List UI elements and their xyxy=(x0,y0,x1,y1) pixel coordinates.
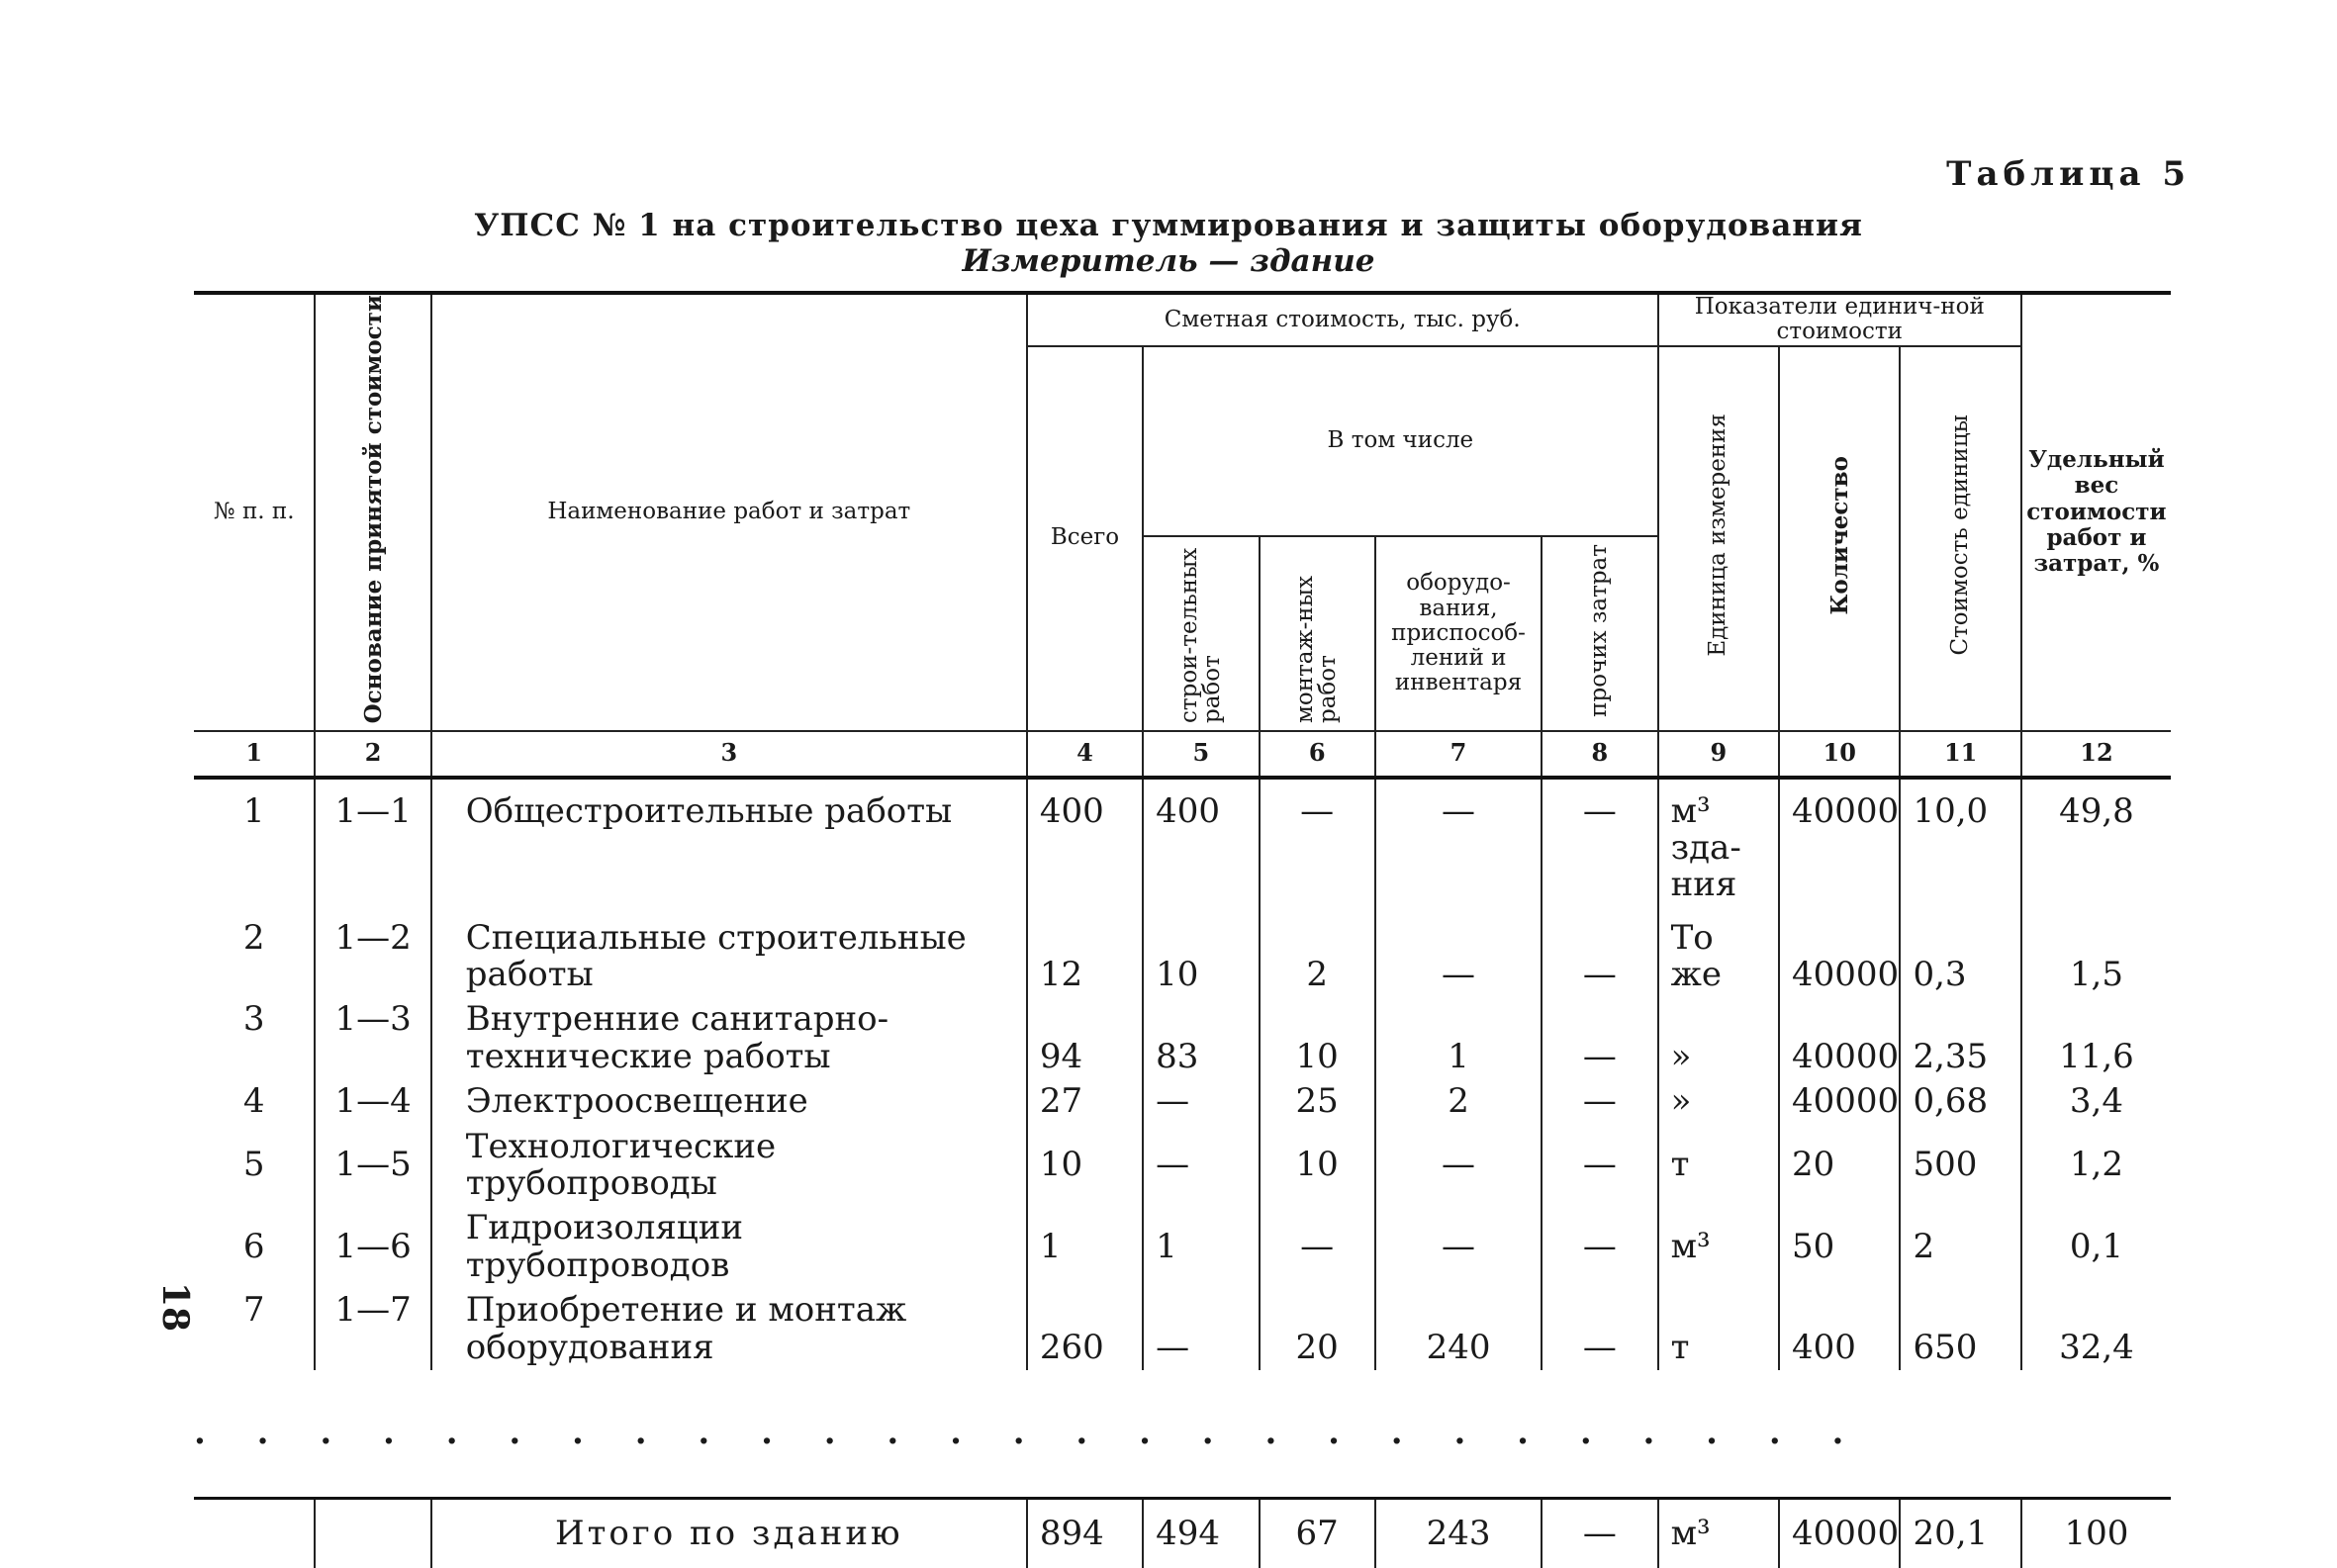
document-title: УПСС № 1 на строительство цеха гуммирования и защиты оборудования xyxy=(474,208,1863,243)
row-share: 32,4 xyxy=(2021,1288,2171,1370)
row-basis: 1—5 xyxy=(315,1125,430,1207)
ellipsis-row xyxy=(194,1370,2171,1499)
row-num: 6 xyxy=(242,1227,265,1267)
header-installation: монтаж-ных работ xyxy=(1260,536,1375,730)
row-other: — xyxy=(1542,778,1657,916)
header-other: прочих затрат xyxy=(1542,536,1657,730)
row-equipment: — xyxy=(1375,916,1542,998)
row-construction: 83 xyxy=(1143,997,1259,1079)
row-installation: 10 xyxy=(1260,997,1375,1079)
total-label: Итого по зданию xyxy=(431,1498,1027,1568)
header-basis: Основание принятой стоимости xyxy=(315,293,430,731)
row-share: 11,6 xyxy=(2021,997,2171,1079)
row-other: — xyxy=(1542,1288,1657,1370)
row-num: 4 xyxy=(242,1081,265,1122)
row-equipment: — xyxy=(1375,778,1542,916)
row-total: 400 xyxy=(1027,778,1143,916)
row-basis: 1—2 xyxy=(315,916,430,998)
total-equipment: 243 xyxy=(1375,1498,1542,1568)
row-basis: 1—7 xyxy=(315,1288,430,1370)
row-construction: 1 xyxy=(1143,1206,1259,1288)
header-unit-cost: Стоимость единицы xyxy=(1900,346,2020,731)
row-unit-cost: 0,68 xyxy=(1900,1079,2020,1124)
row-installation: — xyxy=(1260,778,1375,916)
header-incl-group: В том числе xyxy=(1143,346,1657,537)
header-share: Удельный вес стоимости работ и затрат, % xyxy=(2021,293,2171,731)
row-other: — xyxy=(1542,997,1657,1079)
row-equipment: 2 xyxy=(1375,1079,1542,1124)
row-quantity: 20 xyxy=(1779,1125,1900,1207)
table-row xyxy=(194,916,2171,998)
row-installation: 2 xyxy=(1260,916,1375,998)
col-number: 8 xyxy=(1542,731,1657,778)
row-num: 3 xyxy=(242,999,265,1040)
col-number: 2 xyxy=(315,731,430,778)
row-share: 1,2 xyxy=(2021,1125,2171,1207)
row-num: 2 xyxy=(242,917,265,958)
row-construction: — xyxy=(1143,1288,1259,1370)
row-total: 260 xyxy=(1027,1288,1143,1370)
row-basis: 1—1 xyxy=(315,778,430,916)
row-unit: м³ xyxy=(1658,1206,1779,1288)
row-quantity: 40000 xyxy=(1779,778,1900,916)
col-number: 6 xyxy=(1260,731,1375,778)
header-quantity: Количество xyxy=(1779,346,1900,731)
row-other: — xyxy=(1542,1206,1657,1288)
row-unit: » xyxy=(1658,1079,1779,1124)
row-name: Электроосвещение xyxy=(431,1079,1027,1124)
row-share: 1,5 xyxy=(2021,916,2171,998)
total-quantity: 40000 xyxy=(1779,1498,1900,1568)
row-quantity: 50 xyxy=(1779,1206,1900,1288)
row-num: 1 xyxy=(194,778,315,916)
row-construction: 400 xyxy=(1143,778,1259,916)
col-number: 3 xyxy=(431,731,1027,778)
row-num: 7 xyxy=(242,1290,265,1331)
row-equipment: 1 xyxy=(1375,997,1542,1079)
col-number: 1 xyxy=(194,731,315,778)
row-share: 0,1 xyxy=(2021,1206,2171,1288)
ellipsis-dots: . . . . . . . . . . . . . . . . . . . . . . . . . . . xyxy=(194,1413,1844,1453)
header-num: № п. п. xyxy=(194,293,315,731)
row-name: Внутренние санитарно-технические работы xyxy=(431,997,1027,1079)
total-installation: 67 xyxy=(1260,1498,1375,1568)
row-total: 12 xyxy=(1027,916,1143,998)
row-name: Гидроизоляции трубопроводов xyxy=(431,1206,1027,1288)
row-name: Специальные строительные работы xyxy=(431,916,1027,998)
header-construction: строи-тельных работ xyxy=(1143,536,1259,730)
row-installation: — xyxy=(1260,1206,1375,1288)
row-total: 94 xyxy=(1027,997,1143,1079)
row-other: — xyxy=(1542,1079,1657,1124)
row-unit-cost: 650 xyxy=(1900,1288,2020,1370)
row-equipment: — xyxy=(1375,1206,1542,1288)
total-construction: 494 xyxy=(1143,1498,1259,1568)
col-number: 9 xyxy=(1658,731,1779,778)
table-row xyxy=(194,778,2171,916)
row-construction: — xyxy=(1143,1125,1259,1207)
row-total: 1 xyxy=(1027,1206,1143,1288)
table-row xyxy=(194,1125,2171,1207)
header-cost-group: Сметная стоимость, тыс. руб. xyxy=(1027,293,1658,346)
row-unit-cost: 500 xyxy=(1900,1125,2020,1207)
row-num: 5 xyxy=(242,1145,265,1185)
row-quantity: 40000 xyxy=(1779,1079,1900,1124)
header-unit: Единица измерения xyxy=(1658,346,1779,731)
cost-table xyxy=(194,291,2171,1568)
row-unit-cost: 0,3 xyxy=(1900,916,2020,998)
row-construction: — xyxy=(1143,1079,1259,1124)
total-unit-cost: 20,1 xyxy=(1900,1498,2020,1568)
row-basis: 1—6 xyxy=(315,1206,430,1288)
total-total: 894 xyxy=(1027,1498,1143,1568)
row-installation: 10 xyxy=(1260,1125,1375,1207)
header-total: Всего xyxy=(1027,346,1143,731)
row-unit: м³ зда-ния xyxy=(1658,778,1779,916)
row-quantity: 400 xyxy=(1779,1288,1900,1370)
col-number: 10 xyxy=(1779,731,1900,778)
row-equipment: 240 xyxy=(1375,1288,1542,1370)
row-unit: » xyxy=(1658,997,1779,1079)
row-basis: 1—4 xyxy=(315,1079,430,1124)
page-number: 18 xyxy=(154,1281,197,1333)
row-unit-cost: 2 xyxy=(1900,1206,2020,1288)
row-unit: т xyxy=(1658,1125,1779,1207)
row-unit: т xyxy=(1658,1288,1779,1370)
row-unit: То же xyxy=(1658,916,1779,998)
row-basis: 1—3 xyxy=(315,997,430,1079)
row-installation: 20 xyxy=(1260,1288,1375,1370)
col-number: 11 xyxy=(1900,731,2020,778)
header-equipment: оборудо-вания, приспособ-лений и инвентаря xyxy=(1375,536,1542,730)
row-share: 3,4 xyxy=(2021,1079,2171,1124)
row-name: Приобретение и монтаж оборудования xyxy=(431,1288,1027,1370)
row-total: 27 xyxy=(1027,1079,1143,1124)
table-row xyxy=(194,1206,2171,1288)
row-quantity: 40000 xyxy=(1779,997,1900,1079)
header-unit-group: Показатели единич-ной стоимости xyxy=(1658,293,2021,346)
col-number: 7 xyxy=(1375,731,1542,778)
col-number: 5 xyxy=(1143,731,1259,778)
col-number: 4 xyxy=(1027,731,1143,778)
row-quantity: 40000 xyxy=(1779,916,1900,998)
row-other: — xyxy=(1542,916,1657,998)
row-total: 10 xyxy=(1027,1125,1143,1207)
row-unit-cost: 10,0 xyxy=(1900,778,2020,916)
table-row xyxy=(194,1288,2171,1370)
total-basis xyxy=(315,1498,430,1568)
total-unit: м³ xyxy=(1658,1498,1779,1568)
row-construction: 10 xyxy=(1143,916,1259,998)
header-name: Наименование работ и затрат xyxy=(431,293,1027,731)
table-row xyxy=(194,997,2171,1079)
document-subtitle: Измеритель — здание xyxy=(962,243,1375,279)
row-unit-cost: 2,35 xyxy=(1900,997,2020,1079)
row-installation: 25 xyxy=(1260,1079,1375,1124)
row-name: Технологические трубопроводы xyxy=(431,1125,1027,1207)
row-other: — xyxy=(1542,1125,1657,1207)
total-row xyxy=(194,1498,2171,1568)
row-share: 49,8 xyxy=(2021,778,2171,916)
total-other: — xyxy=(1542,1498,1657,1568)
row-equipment: — xyxy=(1375,1125,1542,1207)
total-share: 100 xyxy=(2021,1498,2171,1568)
table-row xyxy=(194,1079,2171,1124)
total-num xyxy=(194,1498,315,1568)
table-label: Таблица 5 xyxy=(1946,154,2191,194)
row-name: Общестроительные работы xyxy=(431,778,1027,916)
col-number: 12 xyxy=(2021,731,2171,778)
